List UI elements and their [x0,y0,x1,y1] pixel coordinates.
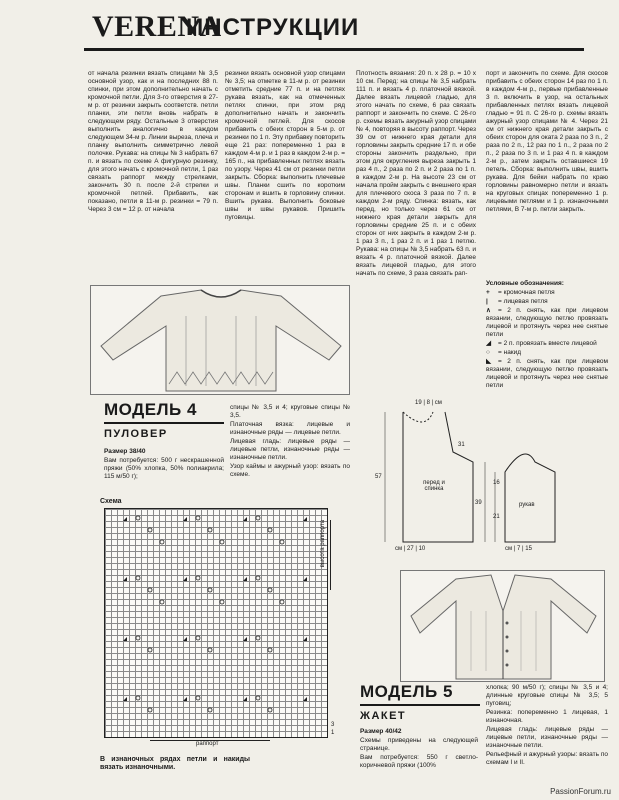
model-4-specs [104,448,224,498]
text-column-4 [486,70,608,275]
legend-item: ◢ = 2 п. провязать вместе лицевой [486,340,597,347]
knit-stitch-icon: | [486,298,488,305]
row-number-1: 1 [331,730,335,736]
jacket-drawing [401,571,606,683]
legend-item: ◣ = 2 п. снять, как при лицевом вязании, следующую петлю провязать лицевой и протянуть через нее снятые петли [486,358,608,389]
pattern-height-39: 39 [475,500,482,506]
text-column-1 [88,70,218,280]
model-5-subtitle: ЖАКЕТ [360,710,407,722]
pattern-sleeve-label: рукав [519,502,535,508]
pattern-outline [355,402,605,562]
pattern-top-dims: 19 | 8 | см [415,400,442,406]
model-5-stitch-2: Лицевая гладь: лицевые ряды — лицевые петли, изнаночные ряды — изнаночные петли. [486,726,608,749]
pattern-sleeve-dims: см | 7 | 15 [505,546,532,552]
model-4-stitches [230,404,350,504]
model-4-title: МОДЕЛЬ 4 [104,400,197,419]
pattern-front-back-label: перед и спинка [423,480,445,492]
column-3-text: Плотность вязания: 20 п. x 28 р. = 10 x 10 см. Перед: на спицы № 3,5 набрать 111 п. и вязать 4 р. платочной вязкой. Далее вязать лицевой гладью, для этого начать по схеме, 6 раз связать раппорт и закончить по схеме. С 26-го р. схемы вязать ажурный узор спицами № 4, повторяя в высоту раппорт. Через 39 см от нижнего края детали для горловины закрыть средние 17 п. и обе стороны закончить раздельно, при этом для округления выреза закрыть 1 раз 4 п., 2 раза по 2 п. и 2 раза по 1 п. в каждом 2-м р. На высоте 23 см от начала пройм закрыть с внешнего края для плечевого скоса 3 раза по 7 п. в каждом 2-м ряду. Спинка: вязать, как перед, но только через 61 см от нижнего края детали закрыть для горловины средние 25 п. и с обеих сторон от них закрыть в каждом 2-м р. 1 раз 3 п., 1 раз 2 п. и 1 раз 1 петлю. Рукава: на спицы № 3,5 набрать 63 п. и вязать 4 р. платочной вязкой. Далее вязать лицевой гладью, для этого начать по схеме, 3 раза связать рап- [356,70,476,277]
column-2-text: резинки вязать основной узор спицами № 3,5; на отметке в 11-м р. от резинки отметить средние 77 п. и на петлях рукава вязать, как на отмеченных петлях спинки, при этом ряд дополнительно начать и закончить кромочной петлей. Для скосов прибавить с обеих сторон в 5-м р. от резинки по 1 п. Эту прибавку повторить еще 21 раз: попеременно 1 раз в каждом 4-м р. и 1 раз в каждом 2-м р. = 165 п., на прибавленных петлях вязать по узору. Через 41 см от резинки петли закрыть. Сборка: выполнить плечевые швы. Планки сшить по коротким сторонам и вшить в горловину спинки. Вшить рукава. Выполнить боковые швы и швы рукавов. Пришить пуговицы. [225,70,345,221]
k2tog-icon: ◢ [486,340,491,347]
sweater-photo [90,285,350,395]
column-4-text: порт и закончить по схеме. Для скосов прибавить с обеих сторон 14 раз по 1 п. в каждом 4-м р., первые прибавленные 3 п. включить в узор, на остальных прибавленных петлях вязать лицевой гладью = 91 п. С 26-го р. схемы вязать ажурный узор спицами № 4. Через 21 см от нижнего края детали закрыть с обеих сторон для оката 2 раза по 3 п., 2 раза по 2 п., 12 раз по 1 п., 2 раза по 2 п., 2 раза по 3 п. и 1 раз 4 п. в каждом 2-м р., затем закрыть оставшиеся 19 петель. Сборка: выполнить швы, вшить рукава. Для бейки набрать по краю горловины равномерно петли и вязать на круговых спицах попеременно 1 р. лицевыми петлями и 1 р. изнаночными петлями, В 7-м р. петли закрыть. [486,70,608,213]
model-4-stitch-2: Лицевая гладь: лицевые ряды — лицевые петли, изнаночные ряды — изнаночные петли. [230,438,350,461]
model-4-subtitle: ПУЛОВЕР [104,428,168,440]
jacket-photo [400,570,605,682]
footer-url: PassionForum.ru [550,787,611,796]
scheme-caption: В изнаночных рядах петли и накиды вязать изнаночными. [100,756,250,771]
column-1-text: от начала резинки вязать спицами № 3,5 основной узор, как и на последних 88 п. спинки, при этом дополнительно начать с кромочной петли. Для 3-го отверстия в 27-м р. от резинки закрыть соответств. петли планки, эти петли вновь набрать в следующем ряду. Остальные 3 отверстия выполнить аналогично в каждом следующем 34-м р. Линии выреза, плеча и планку выполнить симметрично левой полочке. Рукава: на спицы № 3 набрать 67 п. и вязать по схеме А фигурную резинку, для этого начать с кромочной петли, 1 раз связать раппорт между стрелками, закончить 30 п. после 2-й стрелки и кромочной петлей. Прибавить, как показано, петли в 11-м р. резинки = 79 п. Через 3 см = 12 р. от начала [88,70,218,213]
model-5-stitch-3: Рельефный и ажурный узоры: вязать по схемам I и II. [486,751,608,766]
model-4-size: Размер 38/40 [104,448,146,455]
model-5-stitch-1: Резинка: попеременно 1 лицевая, 1 изнаночная. [486,709,608,724]
pattern-height-21: 21 [493,514,500,520]
model-5-materials: Вам потребуется: 550 г светло-коричневой пряжи (100% [360,754,478,769]
chart-symbols [105,509,329,739]
model-5-col2: хлопка; 90 м/50 г); спицы № 3,5 и 4; длинные круговые спицы № 3,5; 5 пуговиц; [486,684,608,707]
model-5-rule [360,704,480,706]
model-5-specs [360,728,478,790]
scheme-title: Схема [100,498,122,505]
brand-title: VERENA [92,10,222,43]
model-4-materials: Вам потребуется: 500 г нескрашенной пряжи (50% хлопка, 50% полиакрила; 115 м/50 г); [104,457,224,480]
legend-item: | = лицевая петля [486,298,548,305]
model-5-note: Схемы приведены на следующей странице. [360,737,478,752]
rapport-height-line [330,520,331,590]
row-number-3: 3 [331,722,335,728]
header-rule [84,48,584,51]
edge-stitch-icon: + [486,289,490,296]
yarn-over-icon: ○ [486,349,490,356]
legend-item: ○ = накид [486,349,522,356]
pattern-diagram [355,402,605,562]
model-4-tools: спицы № 3,5 и 4; круговые спицы № 3,5. [230,404,350,419]
pattern-height-31: 31 [458,442,465,448]
ssk-icon: ◣ [486,358,491,365]
pattern-height-16: 16 [493,480,500,486]
model-4-stitch-1: Платочная вязка: лицевые и изнаночные ряды — лицевые петли. [230,421,350,436]
model-5-title: МОДЕЛЬ 5 [360,682,453,701]
sweater-drawing [91,286,351,396]
decrease-three-icon: ∧ [486,307,491,314]
pattern-bottom-dims: см | 27 | 10 [395,546,426,552]
rapport-label: раппорт [196,741,219,747]
pattern-height-57: 57 [375,474,382,480]
legend-item: ∧ = 2 п. снять, как при лицевом вязании, следующую петлю провязать лицевой и протянуть через нее снятые петли [486,307,608,338]
knitting-chart [104,508,328,738]
model-4-rule [104,422,224,424]
rapport-height-label: высота раппорта [320,520,326,568]
text-column-3 [356,70,476,400]
model-4-stitch-3: Узор каймы и ажурный узор: вязать по схеме. [230,463,350,478]
section-title: ИНСТРУКЦИИ [186,14,360,41]
legend-item: + = кромочная петля [486,289,555,296]
model-5-stitches [486,684,608,784]
legend-title: Условные обозначения: [486,280,564,287]
legend [486,280,608,400]
model-5-size: Размер 40/42 [360,728,402,735]
